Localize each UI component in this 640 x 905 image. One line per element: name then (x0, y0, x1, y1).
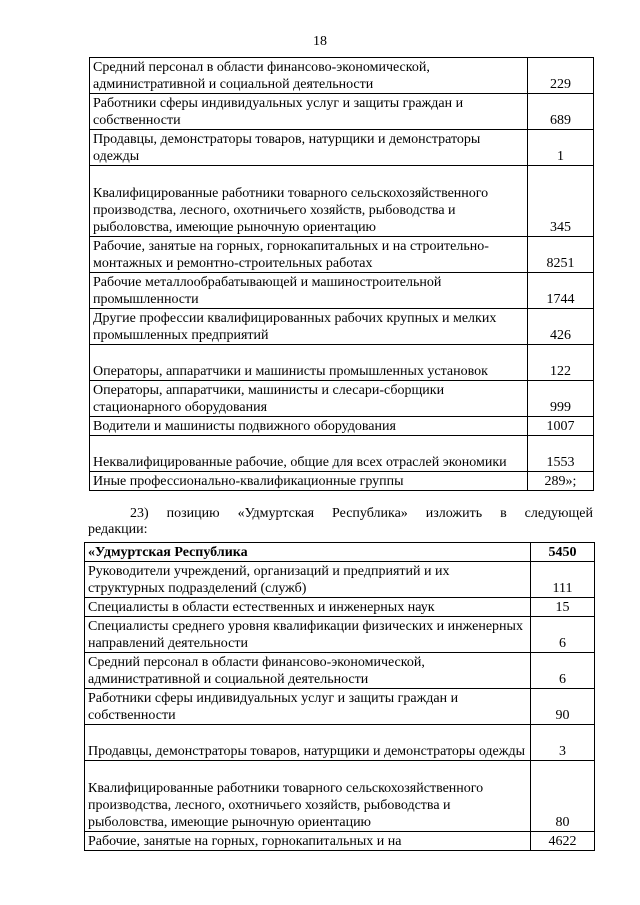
occupation-table-1 (89, 57, 594, 491)
row-label: Операторы, аппаратчики и машинисты промышленных установок (90, 345, 528, 381)
row-value: 15 (531, 598, 595, 617)
row-value: 1553 (528, 436, 594, 472)
region-name: «Удмуртская Республика (85, 543, 531, 562)
row-value: 1744 (528, 273, 594, 309)
row-label: Иные профессионально-квалификационные группы (90, 472, 528, 491)
occupation-table-udmurtia (84, 542, 595, 851)
table-row (85, 832, 595, 851)
table-row (90, 237, 594, 273)
row-value: 689 (528, 94, 594, 130)
row-value: 122 (528, 345, 594, 381)
instruction-word: в (500, 506, 507, 521)
instruction-word: позицию (166, 506, 220, 521)
table-row (90, 309, 594, 345)
table-row (85, 562, 595, 598)
row-value: 8251 (528, 237, 594, 273)
row-value: 345 (528, 166, 594, 237)
row-value: 80 (531, 761, 595, 832)
row-value: 111 (531, 562, 595, 598)
row-value: 90 (531, 689, 595, 725)
table-row (90, 166, 594, 237)
table-row (85, 689, 595, 725)
table-row (90, 436, 594, 472)
row-value: 3 (531, 725, 595, 761)
instruction-line-2: редакции: (88, 522, 148, 537)
row-value: 289»; (528, 472, 594, 491)
row-label: Рабочие металлообрабатывающей и машиностроительной промышленности (90, 273, 528, 309)
row-label: Продавцы, демонстраторы товаров, натурщики и демонстраторы одежды (90, 130, 528, 166)
row-value: 1007 (528, 417, 594, 436)
instruction-word: Республика» (332, 506, 408, 521)
table-row (90, 273, 594, 309)
table-row (90, 417, 594, 436)
page-number: 18 (313, 34, 327, 49)
row-value: 229 (528, 58, 594, 94)
row-label: Операторы, аппаратчики, машинисты и слесари-сборщики стационарного оборудования (90, 381, 528, 417)
row-label: Работники сферы индивидуальных услуг и защиты граждан и собственности (90, 94, 528, 130)
amendment-instruction (88, 506, 593, 538)
row-label: Средний персонал в области финансово-экономической, административной и социальной деятельности (85, 653, 531, 689)
row-value: 999 (528, 381, 594, 417)
row-label: Неквалифицированные рабочие, общие для всех отраслей экономики (90, 436, 528, 472)
row-value: 6 (531, 617, 595, 653)
row-label: Водители и машинисты подвижного оборудования (90, 417, 528, 436)
table-row (85, 653, 595, 689)
instruction-word: изложить (425, 506, 483, 521)
instruction-word: 23) (130, 506, 149, 521)
region-total: 5450 (531, 543, 595, 562)
row-label: Специалисты среднего уровня квалификации физических и инженерных направлений деятельности (85, 617, 531, 653)
row-label: Квалифицированные работники товарного сельскохозяйственного производства, лесного, охотничьего хозяйств, рыбоводства и рыболовства, имеющие рыночную ориентацию (85, 761, 531, 832)
row-label: Специалисты в области естественных и инженерных наук (85, 598, 531, 617)
row-label: Рабочие, занятые на горных, горнокапитальных и на (85, 832, 531, 851)
row-label: Рабочие, занятые на горных, горнокапитальных и на строительно-монтажных и ремонтно-строительных работах (90, 237, 528, 273)
table-row (90, 94, 594, 130)
row-label: Работники сферы индивидуальных услуг и защиты граждан и собственности (85, 689, 531, 725)
table-row (90, 58, 594, 94)
row-label: Руководители учреждений, организаций и предприятий и их структурных подразделений (служб) (85, 562, 531, 598)
row-value: 4622 (531, 832, 595, 851)
table-row (90, 381, 594, 417)
row-value: 426 (528, 309, 594, 345)
row-label: Другие профессии квалифицированных рабочих крупных и мелких промышленных предприятий (90, 309, 528, 345)
table-row (90, 472, 594, 491)
table-row (90, 345, 594, 381)
instruction-word: следующей (524, 506, 593, 521)
table-row (85, 761, 595, 832)
table-row (90, 130, 594, 166)
row-label: Средний персонал в области финансово-экономической, административной и социальной деятельности (90, 58, 528, 94)
instruction-word: «Удмуртская (237, 506, 315, 521)
table-header-row (85, 543, 595, 562)
table-row (85, 598, 595, 617)
table-row (85, 725, 595, 761)
row-label: Квалифицированные работники товарного сельскохозяйственного производства, лесного, охотничьего хозяйств, рыбоводства и рыболовства, имеющие рыночную ориентацию (90, 166, 528, 237)
row-value: 1 (528, 130, 594, 166)
table-row (85, 617, 595, 653)
row-value: 6 (531, 653, 595, 689)
row-label: Продавцы, демонстраторы товаров, натурщики и демонстраторы одежды (85, 725, 531, 761)
instruction-line-1 (88, 506, 593, 522)
